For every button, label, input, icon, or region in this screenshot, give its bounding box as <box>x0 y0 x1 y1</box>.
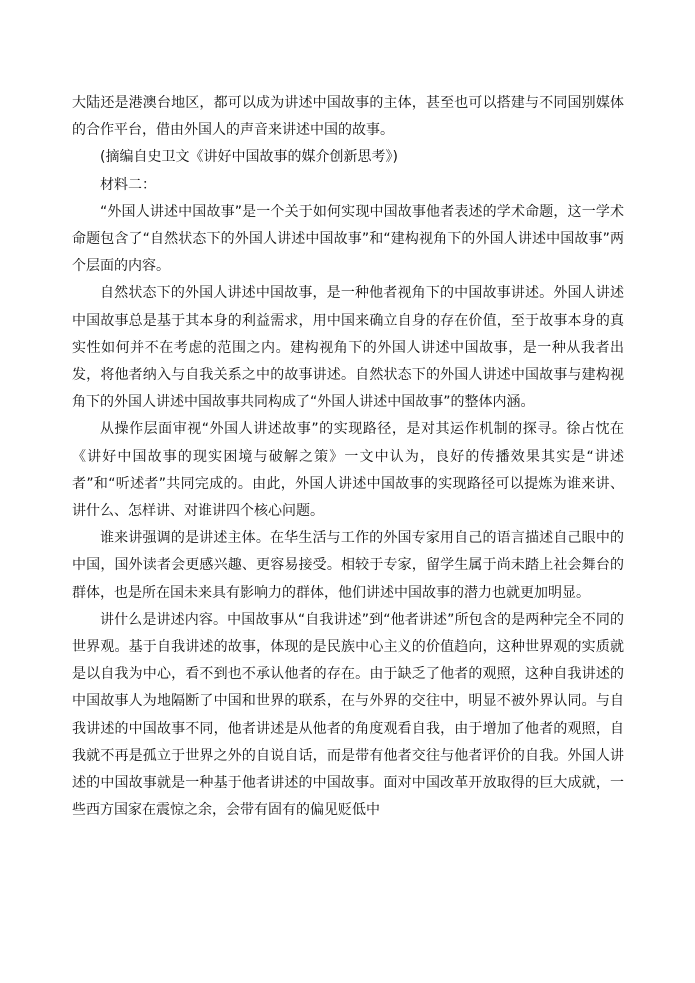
section-heading: 材料二： <box>100 176 156 193</box>
paragraph: 从操作层面审视“外国人讲述故事”的实现路径，是对其运作机制的探寻。徐占忱在《讲好中国故事的现实困境与破解之策》一文中认为，良好的传播效果其实是“讲述者”和“听述者”共同完成的。由此，外国人讲述中国故事的实现路径可以提炼为谁来讲、讲什么、怎样讲、对谁讲四个核心问题。 <box>72 421 624 520</box>
paragraph: 讲什么是讲述内容。中国故事从“自我讲述”到“他者讲述”所包含的是两种完全不同的世界观。基于自我讲述的故事，体现的是民族中心主义的价值趋向，这种世界观的实质就是以自我为中心，看不到也不承认他者的存在。由于缺乏了他者的观照，这种自我讲述的中国故事人为地隔断了中国和世界的联系，在与外界的交往中，明显不被外界认同。与自我讲述的中国故事不同，他者讲述是从他者的角度观看自我，由于增加了他者的观照，自我就不再是孤立于世界之外的自说自话，而是带有他者交往与他者评价的自我。外国人讲述的中国故事就是一种基于他者讲述的中国故事。面对中国改革开放取得的巨大成就，一些西方国家在震惊之余，会带有固有的偏见贬低中 <box>72 611 624 819</box>
paragraph-continuation: 大陆还是港澳台地区，都可以成为讲述中国故事的主体，甚至也可以搭建与不同国别媒体的合作平台，借由外国人的声音来讲述中国的故事。 <box>72 95 624 139</box>
paragraph: 谁来讲强调的是讲述主体。在华生活与工作的外国专家用自己的语言描述自己眼中的中国，国外读者会更感兴趣、更容易接受。相较于专家，留学生属于尚未踏上社会舞台的群体，也是所在国未来具有影响力的群体，他们讲述中国故事的潜力也就更加明显。 <box>72 530 624 601</box>
source-citation: (摘编自史卫文《讲好中国故事的媒介创新思考》) <box>100 149 398 166</box>
document-body <box>72 90 624 824</box>
paragraph: 自然状态下的外国人讲述中国故事，是一种他者视角下的中国故事讲述。外国人讲述中国故事总是基于其本身的利益需求，用中国来确立自身的存在价值，至于故事本身的真实性如何并不在考虑的范围之内。建构视角下的外国人讲述中国故事，是一种从我者出发，将他者纳入与自我关系之中的故事讲述。自然状态下的外国人讲述中国故事与建构视角下的外国人讲述中国故事共同构成了“外国人讲述中国故事”的整体内涵。 <box>72 285 624 411</box>
paragraph: “外国人讲述中国故事”是一个关于如何实现中国故事他者表述的学术命题，这一学术命题包含了“自然状态下的外国人讲述中国故事”和“建构视角下的外国人讲述中国故事”两个层面的内容。 <box>72 203 624 275</box>
